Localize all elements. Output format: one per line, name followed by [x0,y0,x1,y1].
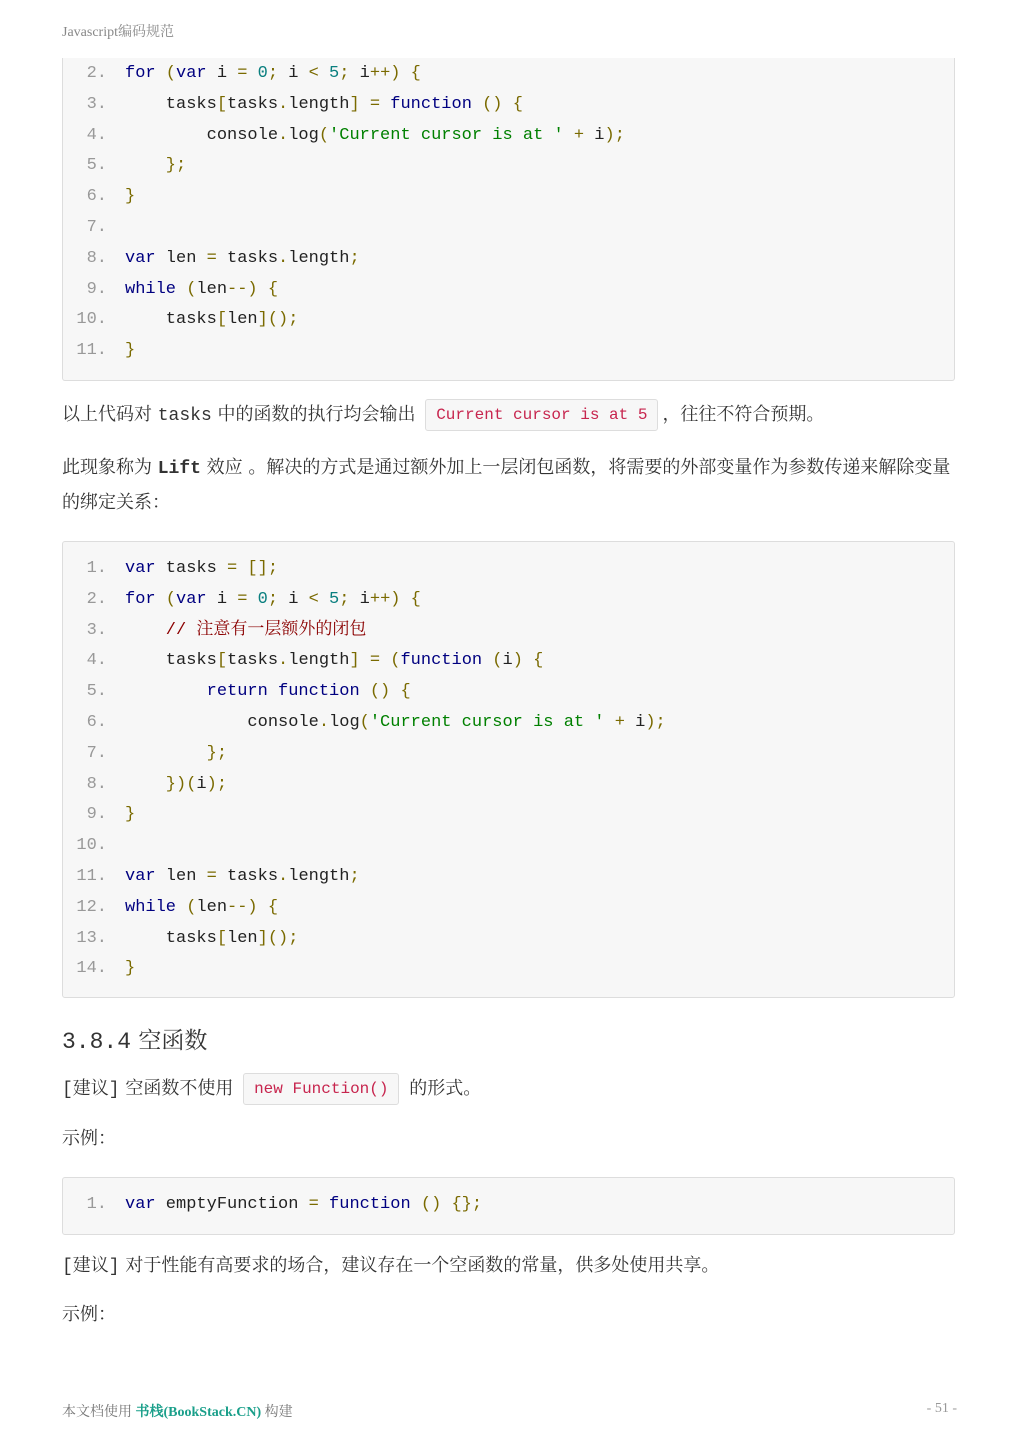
section-number: 3.8.4 [62,1029,132,1055]
code-text: for (var i = 0; i < 5; i++) { [125,589,421,609]
line-number: 3. [86,94,107,114]
code-line [63,305,954,336]
paragraph-text: ，往往不符合预期。 [662,404,825,425]
code-line [63,1190,954,1221]
line-number: 12. [76,897,107,917]
line-number: 6. [86,187,107,207]
code-text: // 注意有一层额外的闭包 [125,620,367,640]
code-line [63,554,954,585]
code-text: })(i); [125,774,228,794]
rule-tag: [建议] [62,1080,120,1100]
footer-credit [62,1401,293,1421]
line-number: 14. [76,959,107,979]
line-number: 5. [86,682,107,702]
code-line [63,244,954,275]
section-heading [62,1022,207,1055]
code-block-2 [62,541,955,998]
code-text: var emptyFunction = function () {}; [125,1195,483,1214]
line-number: 1. [86,1195,107,1214]
code-line [63,800,954,831]
paragraph-text: 中的函数的执行均会输出 [211,404,422,425]
paragraph-text: 空函数不使用 [119,1078,240,1099]
rule-tag: [建议] [62,1257,120,1277]
code-block-3 [62,1177,955,1235]
inline-code-chip: Current cursor is at 5 [425,399,658,431]
running-header: Javascript编码规范 [62,25,174,40]
code-text: } [125,959,136,979]
footer-brand-link[interactable]: 书栈(BookStack.CN) [135,1405,262,1420]
code-line [63,336,954,367]
footer-prefix: 本文档使用 [62,1405,136,1420]
code-block-1 [62,58,955,381]
code-text: tasks[len](); [125,310,299,330]
code-text: for (var i = 0; i < 5; i++) { [125,64,421,83]
code-text: tasks[tasks.length] = function () { [125,94,523,114]
code-line [63,151,954,182]
page-number: - 51 - [926,1401,957,1416]
line-number: 11. [76,866,107,886]
code-line [63,770,954,801]
line-number: 9. [86,279,107,299]
code-line [63,59,954,90]
paragraph-text: 效应 。解决的方式是通过额外加上一层闭包函数，将需要的外部变量作为参数传递来解除变量的绑定关系： [62,457,951,513]
code-line [63,213,954,244]
code-text: return function () { [125,682,411,702]
line-number: 6. [86,712,107,732]
code-line [63,275,954,306]
code-line [63,182,954,213]
section-title: 空函数 [138,1028,208,1054]
inline-code-tasks: tasks [157,406,212,426]
code-text: } [125,187,136,207]
paragraph-text: 的形式。 [403,1078,482,1099]
code-text: console.log('Current cursor is at ' + i); [125,712,666,732]
line-number: 2. [86,589,107,609]
rule-empty-function [62,1072,955,1107]
line-number: 8. [86,248,107,268]
footer-suffix: 构建 [261,1405,293,1420]
code-line [63,893,954,924]
paragraph-output-note [62,398,955,433]
code-text: console.log('Current cursor is at ' + i); [125,125,625,145]
code-text: }; [125,743,228,763]
line-number: 1. [86,559,107,578]
code-text: while (len--) { [125,279,279,299]
inline-code-chip: new Function() [243,1073,399,1105]
code-text: tasks[tasks.length] = (function (i) { [125,651,544,671]
line-number: 13. [76,928,107,948]
rule-empty-function-constant [62,1249,955,1284]
code-line [63,121,954,152]
code-line [63,90,954,121]
line-number: 7. [86,217,107,237]
code-text: var len = tasks.length; [125,248,360,268]
code-line [63,616,954,647]
line-number: 7. [86,743,107,763]
line-number: 9. [86,805,107,825]
code-text: var tasks = []; [125,559,279,578]
code-line [63,708,954,739]
line-number: 4. [86,125,107,145]
code-line [63,954,954,985]
code-line [63,831,954,862]
line-number: 11. [76,341,107,361]
example-label: 示例： [62,1304,116,1325]
code-text: } [125,341,136,361]
code-text: } [125,805,136,825]
code-text: var len = tasks.length; [125,866,360,886]
code-text: while (len--) { [125,897,279,917]
inline-code-lift: Lift [157,459,201,479]
line-number: 10. [76,310,107,330]
example-label: 示例： [62,1128,116,1149]
code-text: }; [125,156,187,176]
code-line [63,739,954,770]
line-number: 2. [86,64,107,83]
line-number: 8. [86,774,107,794]
code-line [63,646,954,677]
code-line [63,924,954,955]
code-text: tasks[len](); [125,928,299,948]
paragraph-text: 对于性能有高要求的场合，建议存在一个空函数的常量，供多处使用共享。 [119,1255,720,1276]
line-number: 5. [86,156,107,176]
paragraph-text: 以上代码对 [62,404,158,425]
line-number: 3. [86,620,107,640]
code-line [63,585,954,616]
paragraph-text: 此现象称为 [62,457,158,478]
line-number: 10. [76,836,107,856]
code-line [63,677,954,708]
line-number: 4. [86,651,107,671]
paragraph-lift-effect [62,451,955,519]
code-line [63,862,954,893]
